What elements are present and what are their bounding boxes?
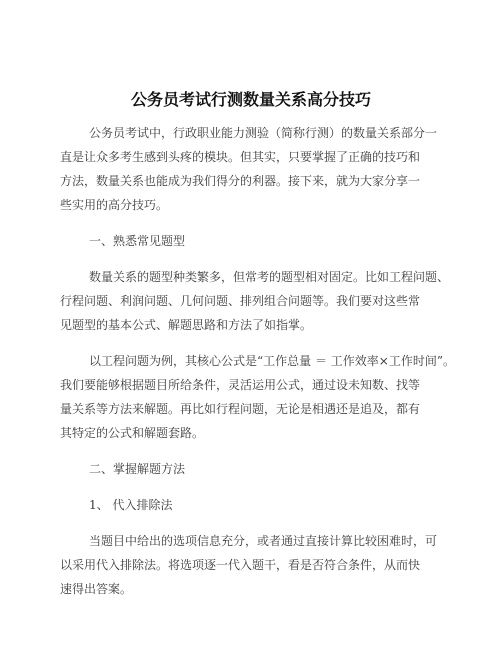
- paragraph-line: 行程问题、利润问题、几何问题、排列组合问题等。我们要对这些常: [60, 294, 421, 308]
- paragraph-line: 以采用代入排除法。将选项逐一代入题干，看是否符合条件，从而快: [60, 558, 421, 572]
- paragraph-line: 当题目中给出的选项信息充分，或者通过直接计算比较困难时，可: [89, 534, 438, 548]
- document-title: 公务员考试行测数量关系高分技巧: [130, 90, 371, 109]
- paragraph-line: 数量关系的题型种类繁多，但常考的题型相对固定。比如工程问题、: [89, 270, 450, 284]
- paragraph-line: 我们要能够根据题目所给条件，灵活运用公式，通过设未知数、找等: [60, 378, 421, 392]
- paragraph-line: 量关系等方法来解题。再比如行程问题，无论是相遇还是追及，都有: [60, 402, 421, 416]
- paragraph-line: 以工程问题为例，其核心公式是“工作总量 ＝ 工作效率×工作时间”。: [89, 354, 455, 368]
- paragraph-line: 公务员考试中，行政职业能力测验（简称行测）的数量关系部分一: [89, 126, 438, 140]
- section-heading: 二、掌握解题方法: [89, 462, 186, 476]
- paragraph-line: 见题型的基本公式、解题思路和方法了如指掌。: [60, 318, 313, 332]
- paragraph-line: 其特定的公式和解题套路。: [60, 426, 205, 440]
- paragraph-line: 方法，数量关系也能成为我们得分的利器。接下来，就为大家分享一: [60, 174, 421, 188]
- paragraph-line: 速得出答案。: [60, 582, 133, 596]
- paragraph-line: 直是让众多考生感到头疼的模块。但其实，只要掌握了正确的技巧和: [60, 150, 421, 164]
- paragraph-line: 些实用的高分技巧。: [60, 198, 169, 212]
- subsection-heading: 1、 代入排除法: [89, 498, 173, 512]
- section-heading: 一、熟悉常见题型: [89, 234, 186, 248]
